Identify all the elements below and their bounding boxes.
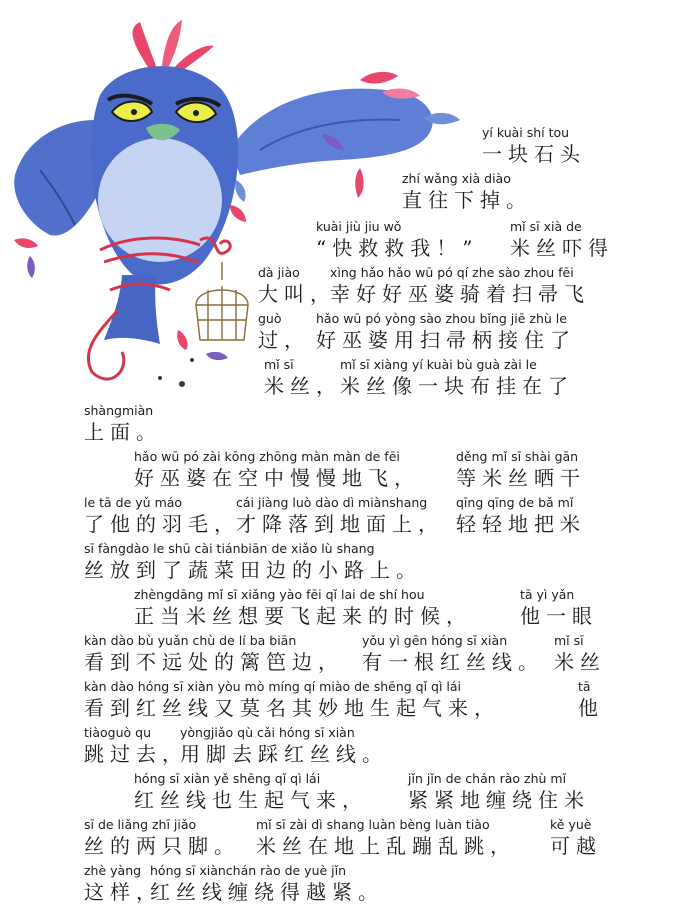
hanzi-text: 跳过去，: [84, 742, 188, 766]
hanzi-text: 幸好好巫婆骑着扫帚飞: [330, 282, 590, 306]
decorative-leaf: [27, 256, 35, 278]
decorative-leaf: [355, 168, 363, 198]
decorative-leaf: [235, 180, 245, 202]
pinyin-text: zhí wǎng xià diào: [402, 171, 511, 186]
birdcage-icon: [196, 262, 248, 340]
pinyin-text: qīng qīng de bǎ mǐ: [456, 495, 574, 510]
pinyin-text: mǐ sī xiàng yí kuài bù guà zài le: [340, 357, 537, 372]
decorative-leaf: [177, 330, 187, 350]
hanzi-text: 米丝: [554, 650, 606, 674]
pinyin-text: sī fàngdào le shū cài tiánbiān de xiǎo lù shang: [84, 541, 375, 556]
hanzi-text: 红丝线也生起气来，: [134, 788, 368, 812]
hanzi-text: 米丝像一块布挂在了: [340, 374, 574, 398]
pinyin-text: sī de liǎng zhī jiǎo: [84, 817, 197, 832]
pinyin-text: yǒu yì gēn hóng sī xiàn: [362, 633, 508, 648]
decorative-leaf: [206, 352, 228, 360]
decorative-leaf: [14, 238, 38, 248]
hanzi-text: 等米丝晒干: [456, 466, 586, 490]
hanzi-text: 米丝，: [264, 374, 342, 398]
hanzi-text: 这样，: [84, 880, 162, 904]
head-feather: [162, 20, 182, 68]
hanzi-text: 可越: [550, 834, 602, 858]
pinyin-text: tiàoguò qu: [84, 725, 152, 740]
pinyin-text: tā: [578, 679, 591, 694]
pinyin-text: yòngjiǎo qù cǎi hóng sī xiàn: [180, 725, 355, 740]
pinyin-text: tā yì yǎn: [520, 587, 575, 602]
hanzi-text: 好巫婆用扫帚柄接住了: [316, 328, 576, 352]
hanzi-text: 一块石头: [482, 142, 586, 166]
pinyin-text: mǐ sī zài dì shang luàn bèng luàn tiào: [256, 817, 490, 832]
pinyin-text: guò: [258, 311, 282, 326]
pinyin-text: děng mǐ sī shài gān: [456, 449, 579, 464]
pinyin-text: shàngmiàn: [84, 403, 154, 418]
hanzi-text: 紧紧地缠绕住米: [408, 788, 590, 812]
head-feather: [133, 22, 156, 70]
pinyin-text: mǐ sī xià de: [510, 219, 582, 234]
hanzi-text: “快救救我！”: [316, 236, 479, 260]
hanzi-text: 丝的两只脚。: [84, 834, 240, 858]
pinyin-text: cái jiàng luò dào dì miànshang: [236, 495, 428, 510]
hanzi-text: 好巫婆在空中慢慢地飞，: [134, 466, 420, 490]
pinyin-text: hǎo wū pó yòng sào zhou bǐng jiē zhù le: [316, 311, 567, 326]
hanzi-text: 用脚去踩红丝线。: [180, 742, 388, 766]
hanzi-text: 直往下掉。: [402, 188, 532, 212]
pinyin-text: kàn dào hóng sī xiàn yòu mò míng qí miào de shēng qǐ qì lái: [84, 679, 462, 694]
pinyin-text: zhèngdāng mǐ sī xiǎng yào fēi qǐ lai de shí hou: [134, 587, 425, 602]
hanzi-text: 他: [578, 696, 604, 720]
pinyin-text: xìng hǎo hǎo wū pó qí zhe sào zhou fēi: [330, 265, 574, 280]
pinyin-text: hóng sī xiàn yě shēng qǐ qì lái: [134, 771, 321, 786]
pinyin-text: dà jiào: [258, 265, 300, 280]
decorative-dot: [190, 358, 194, 362]
pinyin-text: jǐn jǐn de chán rào zhù mǐ: [408, 771, 567, 786]
hanzi-text: 上面。: [84, 420, 162, 444]
hanzi-text: 有一根红丝线。: [362, 650, 544, 674]
hanzi-text: 了他的羽毛，: [84, 512, 240, 536]
pinyin-text: kàn dào bù yuǎn chù de lí ba biān: [84, 633, 297, 648]
hanzi-text: 过，: [258, 328, 310, 352]
pinyin-text: hóng sī xiànchán rào de yuè jǐn: [150, 863, 347, 878]
hanzi-text: 丝放到了蔬菜田边的小路上。: [84, 558, 422, 582]
pinyin-text: kuài jiù jiu wǒ: [316, 219, 402, 234]
pinyin-text: mǐ sī: [554, 633, 584, 648]
hanzi-text: 正当米丝想要飞起来的时候，: [134, 604, 472, 628]
decorative-dot: [158, 376, 162, 380]
pinyin-text: hǎo wū pó zài kōng zhōng màn màn de fēi: [134, 449, 400, 464]
hanzi-text: 看到红丝线又莫名其妙地生起气来，: [84, 696, 500, 720]
hanzi-text: 才降落到地面上，: [236, 512, 444, 536]
pinyin-text: mǐ sī: [264, 357, 294, 372]
pinyin-text: kě yuè: [550, 817, 592, 832]
right-wing: [230, 89, 433, 175]
pinyin-text: zhè yàng: [84, 863, 142, 878]
pinyin-text: le tā de yǔ máo: [84, 495, 183, 510]
hanzi-text: 他一眼: [520, 604, 598, 628]
decorative-dot: [179, 381, 185, 387]
decorative-leaf: [360, 72, 398, 84]
decorative-leaf: [230, 205, 246, 222]
hanzi-text: 米丝在地上乱蹦乱跳，: [256, 834, 516, 858]
pinyin-text: yí kuài shí tou: [482, 125, 570, 140]
hanzi-text: 大叫，: [258, 282, 336, 306]
left-wing: [14, 120, 100, 236]
hanzi-text: 看到不远处的篱笆边，: [84, 650, 344, 674]
hanzi-text: 米丝吓得: [510, 236, 614, 260]
hanzi-text: 轻轻地把米: [456, 512, 586, 536]
hanzi-text: 红丝线缠绕得越紧。: [150, 880, 384, 904]
